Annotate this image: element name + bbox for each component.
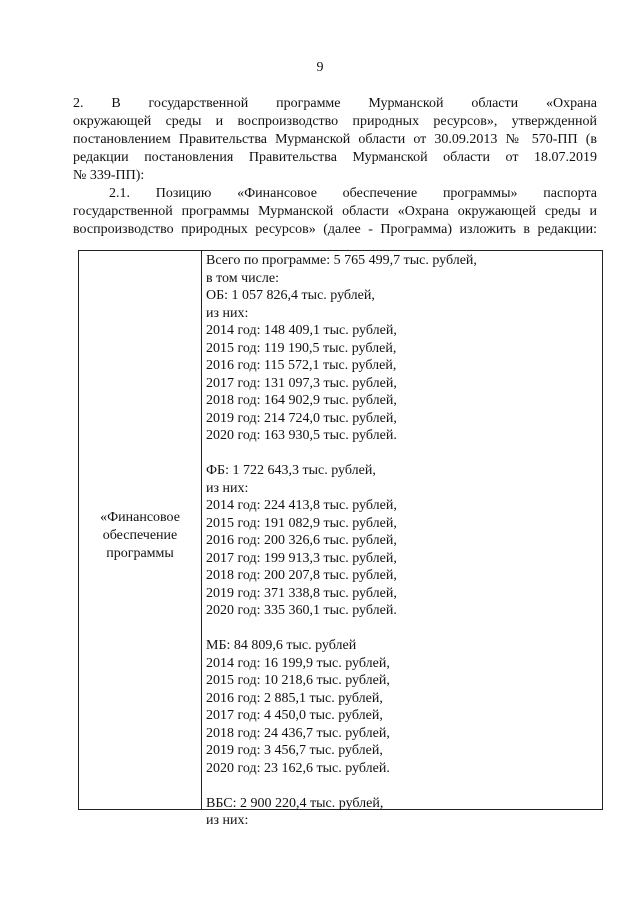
paragraph-position-change: [73, 185, 597, 239]
ob-line: 2019 год: 214 724,0 тыс. рублей,: [206, 410, 397, 426]
paragraph-amendment-intro: [73, 95, 597, 185]
paragraph-line: 2. В государственной программе Мурманской области «Охрана: [73, 96, 597, 111]
paragraph-line: постановлением Правительства Мурманской области от 30.09.2013 № 570-ПП (в: [73, 132, 597, 147]
mb-line: 2020 год: 23 162,6 тыс. рублей.: [206, 760, 390, 776]
table-column-divider: [201, 251, 202, 809]
blank-line: [206, 445, 477, 463]
financing-table: [78, 250, 603, 828]
fb-line: 2020 год: 335 360,1 тыс. рублей.: [206, 603, 397, 618]
paragraph-line: окружающей среды и воспроизводство природных ресурсов», утвержденной: [73, 114, 597, 129]
vbs-line: ВБС: 2 900 220,4 тыс. рублей,: [206, 795, 384, 811]
paragraph-line: государственной программы Мурманской области «Охрана окружающей среды и: [73, 204, 597, 219]
total-line: в том числе:: [206, 270, 279, 286]
fb-line: 2015 год: 191 082,9 тыс. рублей,: [206, 515, 397, 531]
fb-line: 2016 год: 200 326,6 тыс. рублей,: [206, 533, 397, 548]
ob-line: из них:: [206, 305, 249, 321]
ob-line: 2017 год: 131 097,3 тыс. рублей,: [206, 375, 397, 391]
mb-line: 2017 год: 4 450,0 тыс. рублей,: [206, 708, 383, 723]
paragraph-line: редакции постановления Правительства Мурманской области от 18.07.2019: [73, 150, 597, 165]
fb-line: 2019 год: 371 338,8 тыс. рублей,: [206, 585, 397, 601]
table-cell-position-name: [79, 509, 201, 563]
fb-line: из них:: [206, 480, 249, 496]
paragraph-line: 2.1. Позицию «Финансовое обеспечение программы» паспорта: [109, 186, 597, 201]
mb-line: 2015 год: 10 218,6 тыс. рублей,: [206, 673, 390, 688]
page-number: 9: [316, 60, 324, 75]
paragraph-line: № 339-ПП):: [73, 168, 145, 183]
fb-line: 2014 год: 224 413,8 тыс. рублей,: [206, 498, 397, 513]
cell-line: обеспечение: [102, 528, 178, 543]
table-cell-financing-details: [206, 252, 477, 830]
ob-line: ОБ: 1 057 826,4 тыс. рублей,: [206, 288, 375, 303]
mb-line: 2018 год: 24 436,7 тыс. рублей,: [206, 725, 390, 741]
mb-line: МБ: 84 809,6 тыс. рублей: [206, 638, 357, 653]
ob-line: 2014 год: 148 409,1 тыс. рублей,: [206, 323, 397, 338]
fb-line: 2018 год: 200 207,8 тыс. рублей,: [206, 568, 397, 583]
ob-line: 2015 год: 119 190,5 тыс. рублей,: [206, 340, 397, 356]
cell-line: «Финансовое: [100, 510, 180, 525]
total-line: Всего по программе: 5 765 499,7 тыс. рублей,: [206, 253, 477, 268]
ob-line: 2018 год: 164 902,9 тыс. рублей,: [206, 393, 397, 408]
blank-line: [206, 777, 477, 795]
ob-line: 2016 год: 115 572,1 тыс. рублей,: [206, 358, 397, 373]
vbs-line: из них:: [206, 813, 249, 828]
paragraph-line: воспроизводство природных ресурсов» (далее - Программа) изложить в редакции:: [73, 222, 597, 237]
cell-line: программы: [106, 546, 174, 561]
mb-line: 2014 год: 16 199,9 тыс. рублей,: [206, 655, 390, 671]
mb-line: 2019 год: 3 456,7 тыс. рублей,: [206, 743, 383, 758]
blank-line: [206, 620, 477, 638]
fb-line: ФБ: 1 722 643,3 тыс. рублей,: [206, 463, 376, 478]
fb-line: 2017 год: 199 913,3 тыс. рублей,: [206, 550, 397, 566]
mb-line: 2016 год: 2 885,1 тыс. рублей,: [206, 690, 383, 706]
ob-line: 2020 год: 163 930,5 тыс. рублей.: [206, 428, 397, 443]
